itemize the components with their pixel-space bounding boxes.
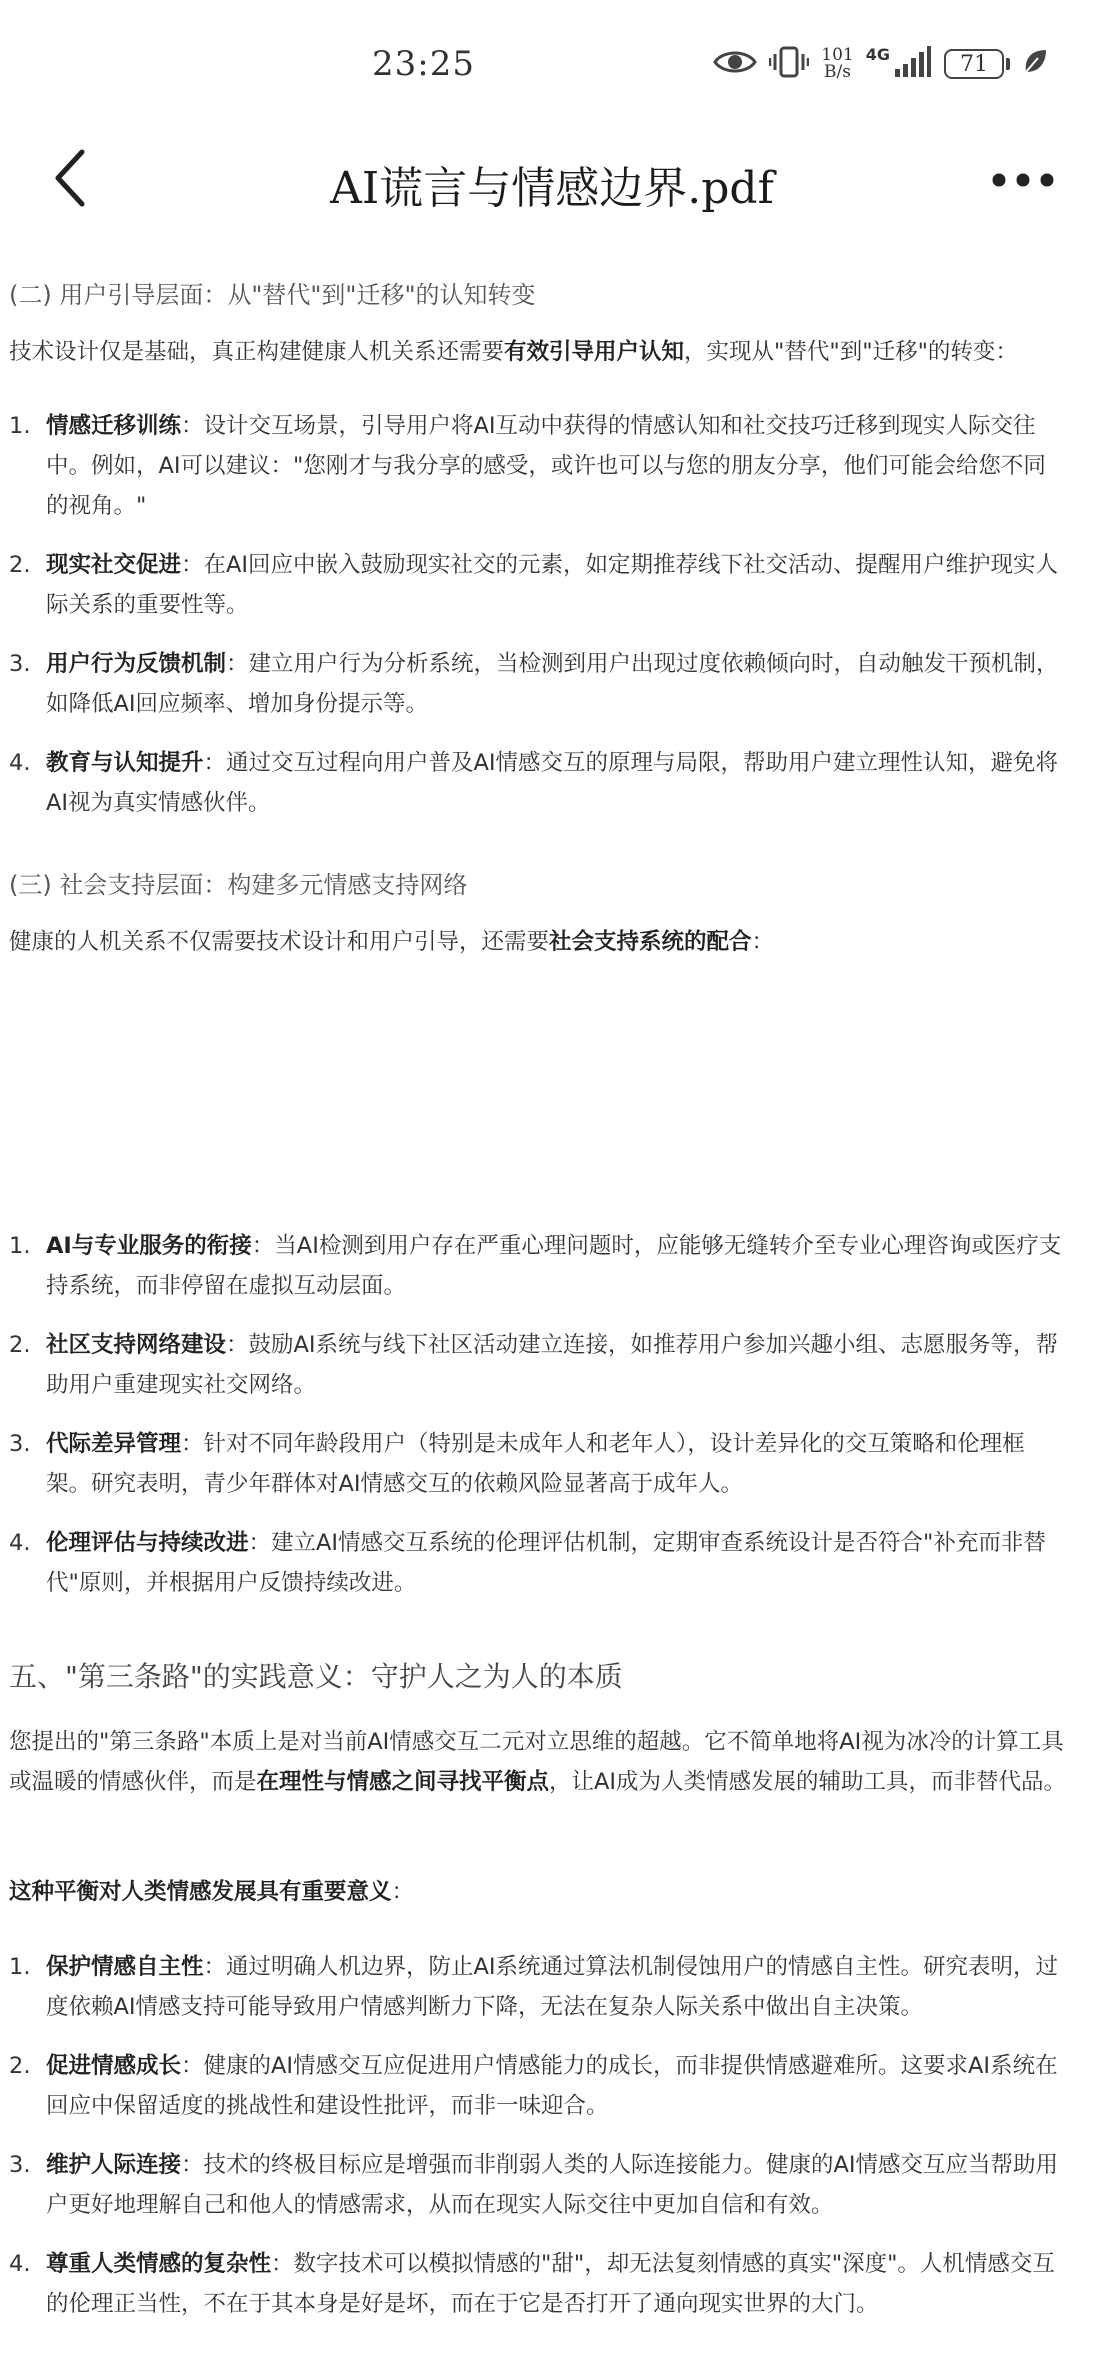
list-number: 1. xyxy=(9,1954,31,1980)
list-term: 尊重人类情感的复杂性 xyxy=(46,2251,272,2277)
net-speed-unit: B/s xyxy=(824,62,851,82)
intro-text: 技术设计仅是基础，真正构建健康人机关系还需要 xyxy=(9,339,505,365)
list-term: AI与专业服务的衔接 xyxy=(46,1233,252,1259)
list-item xyxy=(9,1424,1066,1504)
battery-level: 71 xyxy=(960,51,988,77)
list-item xyxy=(9,1947,1066,2027)
title-bar xyxy=(0,130,1104,240)
list-term: 教育与认知提升 xyxy=(46,750,204,776)
list-term: 社区支持网络建设 xyxy=(46,1332,227,1358)
list-item xyxy=(9,545,1066,625)
network-type: 4G xyxy=(865,44,890,64)
list-item xyxy=(9,644,1066,724)
net-speed xyxy=(821,47,853,81)
list-number: 2. xyxy=(9,1332,31,1358)
document-title: AI谎言与情感边界.pdf xyxy=(330,163,774,214)
status-bar xyxy=(0,0,1104,130)
back-button[interactable] xyxy=(38,148,102,212)
list-text: ：数字技术可以模拟情感的"甜"，却无法复刻情感的真实"深度"。人机情感交互的伦理正当性，不在于其本身是好是坏，而在于它是否打开了通向现实世界的大门。 xyxy=(46,2251,1055,2317)
section-intro xyxy=(9,1722,1074,1802)
intro-bold: 社会支持系统的配合 xyxy=(549,929,752,955)
section-heading: (三) 社会支持层面：构建多元情感支持网络 xyxy=(9,871,468,899)
list-item xyxy=(9,1226,1066,1306)
list-text: ：通过交互过程向用户普及AI情感交互的原理与局限，帮助用户建立理性认知，避免将AI视为真实情感伙伴。 xyxy=(46,750,1059,816)
list-number: 1. xyxy=(9,413,31,439)
signal-icon xyxy=(894,45,932,83)
list-text: ：通过明确人机边界，防止AI系统通过算法机制侵蚀用户的情感自主性。研究表明，过度依赖AI情感支持可能导致用户情感判断力下降，无法在复杂人际关系中做出自主决策。 xyxy=(46,1954,1059,2020)
numbered-list xyxy=(9,1226,1066,1622)
net-speed-value: 101 xyxy=(821,45,854,65)
list-item xyxy=(9,2244,1066,2324)
vibrate-icon xyxy=(769,45,809,83)
intro-text-end: ，让AI成为人类情感发展的辅助工具，而非替代品。 xyxy=(549,1769,1067,1795)
list-number: 2. xyxy=(9,2053,31,2079)
battery-icon xyxy=(944,49,1010,79)
battery-tip xyxy=(1006,58,1010,70)
intro-text-end: ，实现从"替代"到"迁移"的转变： xyxy=(684,339,1018,365)
status-time: 23:25 xyxy=(372,44,475,84)
list-term: 促进情感成长 xyxy=(46,2053,182,2079)
list-number: 3. xyxy=(9,2152,31,2178)
section-heading: 五、"第三条路"的实践意义：守护人之为人的本质 xyxy=(9,1660,623,1693)
list-number: 3. xyxy=(9,651,31,677)
list-term: 维护人际连接 xyxy=(46,2152,182,2178)
section-heading: (二) 用户引导层面：从"替代"到"迁移"的认知转变 xyxy=(9,281,536,309)
list-item xyxy=(9,1523,1066,1603)
list-term: 保护情感自主性 xyxy=(46,1954,204,1980)
numbered-list xyxy=(9,406,1066,842)
intro-text: 您提出的"第三条路"本质上是对当前AI情感交互二元对立思维的超越。它不简单地将AI视为冰冷的计算工具或温暖的情感伙伴，而是 xyxy=(9,1729,1064,1795)
intro-bold: 有效引导用户认知 xyxy=(504,339,685,365)
list-text: ：建立AI情感交互系统的伦理评估机制，定期审查系统设计是否符合"补充而非替代"原则，并根据用户反馈持续改进。 xyxy=(46,1530,1046,1596)
numbered-list xyxy=(9,1947,1066,2343)
list-number: 1. xyxy=(9,1233,31,1259)
subheading-colon: ： xyxy=(391,1879,415,1905)
list-term: 代际差异管理 xyxy=(46,1431,182,1457)
list-text: ：在AI回应中嵌入鼓励现实社交的元素，如定期推荐线下社交活动、提醒用户维护现实人际关系的重要性等。 xyxy=(46,552,1059,618)
section-subheading xyxy=(9,1872,1074,1912)
list-term: 情感迁移训练 xyxy=(46,413,182,439)
list-item xyxy=(9,1325,1066,1405)
list-number: 3. xyxy=(9,1431,31,1457)
intro-bold: 在理性与情感之间寻找平衡点 xyxy=(256,1769,550,1795)
section-intro xyxy=(9,922,1074,962)
more-options-button[interactable] xyxy=(988,154,1058,210)
eye-icon xyxy=(713,47,757,81)
chevron-left-icon xyxy=(50,148,90,212)
list-text: ：当AI检测到用户存在严重心理问题时，应能够无缝转介至专业心理咨询或医疗支持系统，而非停留在虚拟互动层面。 xyxy=(46,1233,1062,1299)
status-icons xyxy=(713,40,1048,88)
subheading-bold: 这种平衡对人类情感发展具有重要意义 xyxy=(9,1879,392,1905)
list-text: ：设计交互场景，引导用户将AI互动中获得的情感认知和社交技巧迁移到现实人际交往中。例如，AI可以建议："您刚才与我分享的感受，或许也可以与您的朋友分享，他们可能会给您不同的视角。" xyxy=(46,413,1046,519)
leaf-icon xyxy=(1022,48,1048,80)
list-number: 2. xyxy=(9,552,31,578)
list-term: 现实社交促进 xyxy=(46,552,182,578)
section-intro xyxy=(9,332,1074,372)
list-number: 4. xyxy=(9,2251,31,2277)
list-text: ：鼓励AI系统与线下社区活动建立连接，如推荐用户参加兴趣小组、志愿服务等，帮助用户重建现实社交网络。 xyxy=(46,1332,1059,1398)
list-text: ：建立用户行为分析系统，当检测到用户出现过度依赖倾向时，自动触发干预机制，如降低AI回应频率、增加身份提示等。 xyxy=(46,651,1059,717)
list-item xyxy=(9,743,1066,823)
list-number: 4. xyxy=(9,750,31,776)
list-item xyxy=(9,406,1066,526)
list-text: ：技术的终极目标应是增强而非削弱人类的人际连接能力。健康的AI情感交互应当帮助用户更好地理解自己和他人的情感需求，从而在现实人际交往中更加自信和有效。 xyxy=(46,2152,1059,2218)
list-item xyxy=(9,2145,1066,2225)
list-number: 4. xyxy=(9,1530,31,1556)
list-term: 伦理评估与持续改进 xyxy=(46,1530,249,1556)
list-text: ：针对不同年龄段用户（特别是未成年人和老年人），设计差异化的交互策略和伦理框架。研究表明，青少年群体对AI情感交互的依赖风险显著高于成年人。 xyxy=(46,1431,1025,1497)
battery-body xyxy=(944,49,1004,79)
intro-text-end: ： xyxy=(751,929,775,955)
more-horizontal-icon xyxy=(991,172,1055,192)
list-term: 用户行为反馈机制 xyxy=(46,651,227,677)
list-text: ：健康的AI情感交互应促进用户情感能力的成长，而非提供情感避难所。这要求AI系统在回应中保留适度的挑战性和建设性批评，而非一味迎合。 xyxy=(46,2053,1058,2119)
intro-text: 健康的人机关系不仅需要技术设计和用户引导，还需要 xyxy=(9,929,550,955)
list-item xyxy=(9,2046,1066,2126)
